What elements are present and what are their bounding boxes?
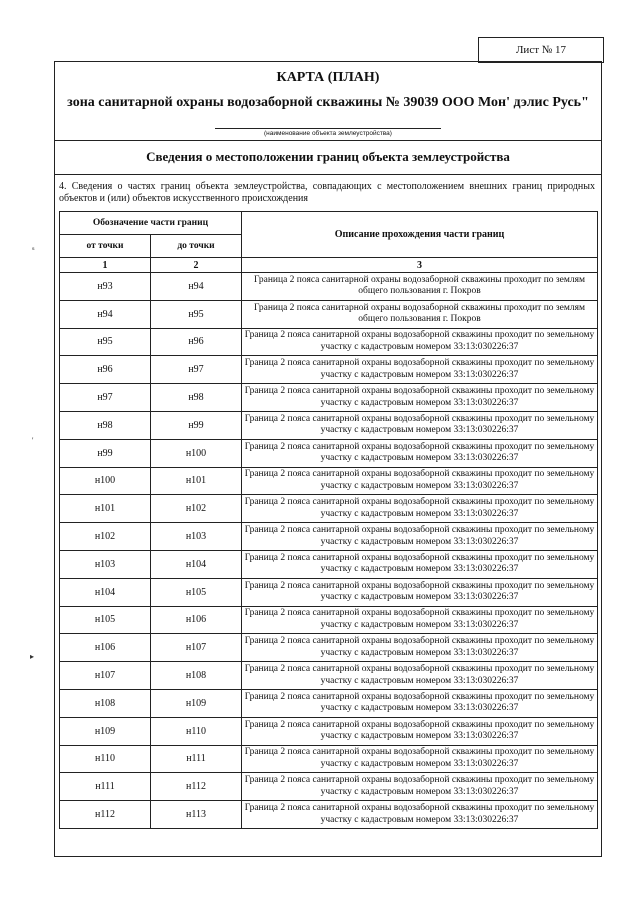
point-to: н109 xyxy=(151,689,242,717)
point-from: н93 xyxy=(60,273,151,301)
header-description: Описание прохождения части границ xyxy=(242,212,598,258)
point-to: н99 xyxy=(151,411,242,439)
point-to: н96 xyxy=(151,328,242,356)
point-from: н107 xyxy=(60,662,151,690)
boundary-description: Граница 2 пояса санитарной охраны водозаборной скважины проходит по земельному участку с кадастровым номером 33:13:030226:37 xyxy=(242,634,598,662)
boundary-description: Граница 2 пояса санитарной охраны водозаборной скважины проходит по земельному участку с кадастровым номером 33:13:030226:37 xyxy=(242,745,598,773)
boundary-description: Граница 2 пояса санитарной охраны водозаборной скважины проходит по земельному участку с кадастровым номером 33:13:030226:37 xyxy=(242,523,598,551)
column-number: 1 xyxy=(60,258,151,273)
table-row xyxy=(60,439,598,467)
table-row xyxy=(60,717,598,745)
document-frame xyxy=(54,61,602,857)
table-row xyxy=(60,356,598,384)
boundary-description: Граница 2 пояса санитарной охраны водозаборной скважины проходит по земельному участку с кадастровым номером 33:13:030226:37 xyxy=(242,801,598,829)
point-from: н95 xyxy=(60,328,151,356)
point-from: н101 xyxy=(60,495,151,523)
section-title: Сведения о местоположении границ объекта землеустройства xyxy=(55,140,601,175)
point-to: н113 xyxy=(151,801,242,829)
point-from: н110 xyxy=(60,745,151,773)
point-to: н94 xyxy=(151,273,242,301)
boundary-description: Граница 2 пояса санитарной охраны водозаборной скважины проходит по земельному участку с кадастровым номером 33:13:030226:37 xyxy=(242,773,598,801)
point-to: н102 xyxy=(151,495,242,523)
point-from: н96 xyxy=(60,356,151,384)
subtitle-caption: (наименование объекта землеустройства) xyxy=(215,128,441,138)
point-to: н104 xyxy=(151,550,242,578)
header-from: от точки xyxy=(60,235,151,258)
sheet-number: Лист № 17 xyxy=(478,37,604,63)
point-from: н112 xyxy=(60,801,151,829)
point-from: н108 xyxy=(60,689,151,717)
boundary-description: Граница 2 пояса санитарной охраны водозаборной скважины проходит по земельному участку с кадастровым номером 33:13:030226:37 xyxy=(242,328,598,356)
point-from: н99 xyxy=(60,439,151,467)
boundary-description: Граница 2 пояса санитарной охраны водозаборной скважины проходит по земельному участку с кадастровым номером 33:13:030226:37 xyxy=(242,411,598,439)
point-from: н103 xyxy=(60,550,151,578)
boundary-description: Граница 2 пояса санитарной охраны водозаборной скважины проходит по земельному участку с кадастровым номером 33:13:030226:37 xyxy=(242,439,598,467)
point-to: н110 xyxy=(151,717,242,745)
column-number: 2 xyxy=(151,258,242,273)
header-to: до точки xyxy=(151,235,242,258)
table-row xyxy=(60,300,598,328)
boundary-description: Граница 2 пояса санитарной охраны водозаборной скважины проходит по земельному участку с кадастровым номером 33:13:030226:37 xyxy=(242,662,598,690)
boundary-description: Граница 2 пояса санитарной охраны водозаборной скважины проходит по земельному участку с кадастровым номером 33:13:030226:37 xyxy=(242,606,598,634)
point-from: н100 xyxy=(60,467,151,495)
column-number: 3 xyxy=(242,258,598,273)
table-row xyxy=(60,634,598,662)
table-row xyxy=(60,578,598,606)
point-from: н106 xyxy=(60,634,151,662)
scan-mark: ₛ xyxy=(32,243,35,252)
scan-mark: ▸ xyxy=(30,652,35,661)
table-row xyxy=(60,523,598,551)
point-to: н101 xyxy=(151,467,242,495)
point-from: н105 xyxy=(60,606,151,634)
point-from: н94 xyxy=(60,300,151,328)
point-to: н111 xyxy=(151,745,242,773)
table-row xyxy=(60,411,598,439)
point-to: н106 xyxy=(151,606,242,634)
table-row xyxy=(60,662,598,690)
boundary-description: Граница 2 пояса санитарной охраны водозаборной скважины проходит по земельному участку с кадастровым номером 33:13:030226:37 xyxy=(242,550,598,578)
table-row xyxy=(60,328,598,356)
point-from: н104 xyxy=(60,578,151,606)
table-row xyxy=(60,801,598,829)
scan-mark: ' xyxy=(32,436,34,445)
boundary-description: Граница 2 пояса санитарной охраны водозаборной скважины проходит по землям общего пользования г. Покров xyxy=(242,273,598,301)
table-row xyxy=(60,384,598,412)
point-from: н102 xyxy=(60,523,151,551)
boundary-description: Граница 2 пояса санитарной охраны водозаборной скважины проходит по земельному участку с кадастровым номером 33:13:030226:37 xyxy=(242,689,598,717)
document-subtitle: зона санитарной охраны водозаборной скважины № 39039 ООО Мон' дэлис Русь" xyxy=(67,95,589,110)
section-note: 4. Сведения о частях границ объекта землеустройства, совпадающих с местоположением внешних границ природных объектов и (или) объектов искусственного происхождения xyxy=(59,181,595,204)
point-from: н97 xyxy=(60,384,151,412)
point-to: н108 xyxy=(151,662,242,690)
boundary-description: Граница 2 пояса санитарной охраны водозаборной скважины проходит по земельному участку с кадастровым номером 33:13:030226:37 xyxy=(242,356,598,384)
boundary-description: Граница 2 пояса санитарной охраны водозаборной скважины проходит по земельному участку с кадастровым номером 33:13:030226:37 xyxy=(242,467,598,495)
boundary-description: Граница 2 пояса санитарной охраны водозаборной скважины проходит по земельному участку с кадастровым номером 33:13:030226:37 xyxy=(242,495,598,523)
point-from: н109 xyxy=(60,717,151,745)
table-row xyxy=(60,606,598,634)
title-block xyxy=(55,62,601,141)
point-from: н111 xyxy=(60,773,151,801)
table-row xyxy=(60,745,598,773)
table-row xyxy=(60,689,598,717)
point-to: н95 xyxy=(151,300,242,328)
boundary-description: Граница 2 пояса санитарной охраны водозаборной скважины проходит по земельному участку с кадастровым номером 33:13:030226:37 xyxy=(242,384,598,412)
table-row xyxy=(60,467,598,495)
document-title: КАРТА (ПЛАН) xyxy=(276,70,380,85)
table-row xyxy=(60,495,598,523)
boundary-description: Граница 2 пояса санитарной охраны водозаборной скважины проходит по землям общего пользования г. Покров xyxy=(242,300,598,328)
point-to: н100 xyxy=(151,439,242,467)
header-group: Обозначение части границ xyxy=(60,212,242,235)
boundary-table xyxy=(59,211,598,829)
point-to: н112 xyxy=(151,773,242,801)
table-row xyxy=(60,550,598,578)
boundary-description: Граница 2 пояса санитарной охраны водозаборной скважины проходит по земельному участку с кадастровым номером 33:13:030226:37 xyxy=(242,578,598,606)
table-row xyxy=(60,773,598,801)
boundary-description: Граница 2 пояса санитарной охраны водозаборной скважины проходит по земельному участку с кадастровым номером 33:13:030226:37 xyxy=(242,717,598,745)
point-to: н98 xyxy=(151,384,242,412)
point-from: н98 xyxy=(60,411,151,439)
point-to: н103 xyxy=(151,523,242,551)
point-to: н97 xyxy=(151,356,242,384)
point-to: н105 xyxy=(151,578,242,606)
table-row xyxy=(60,273,598,301)
point-to: н107 xyxy=(151,634,242,662)
